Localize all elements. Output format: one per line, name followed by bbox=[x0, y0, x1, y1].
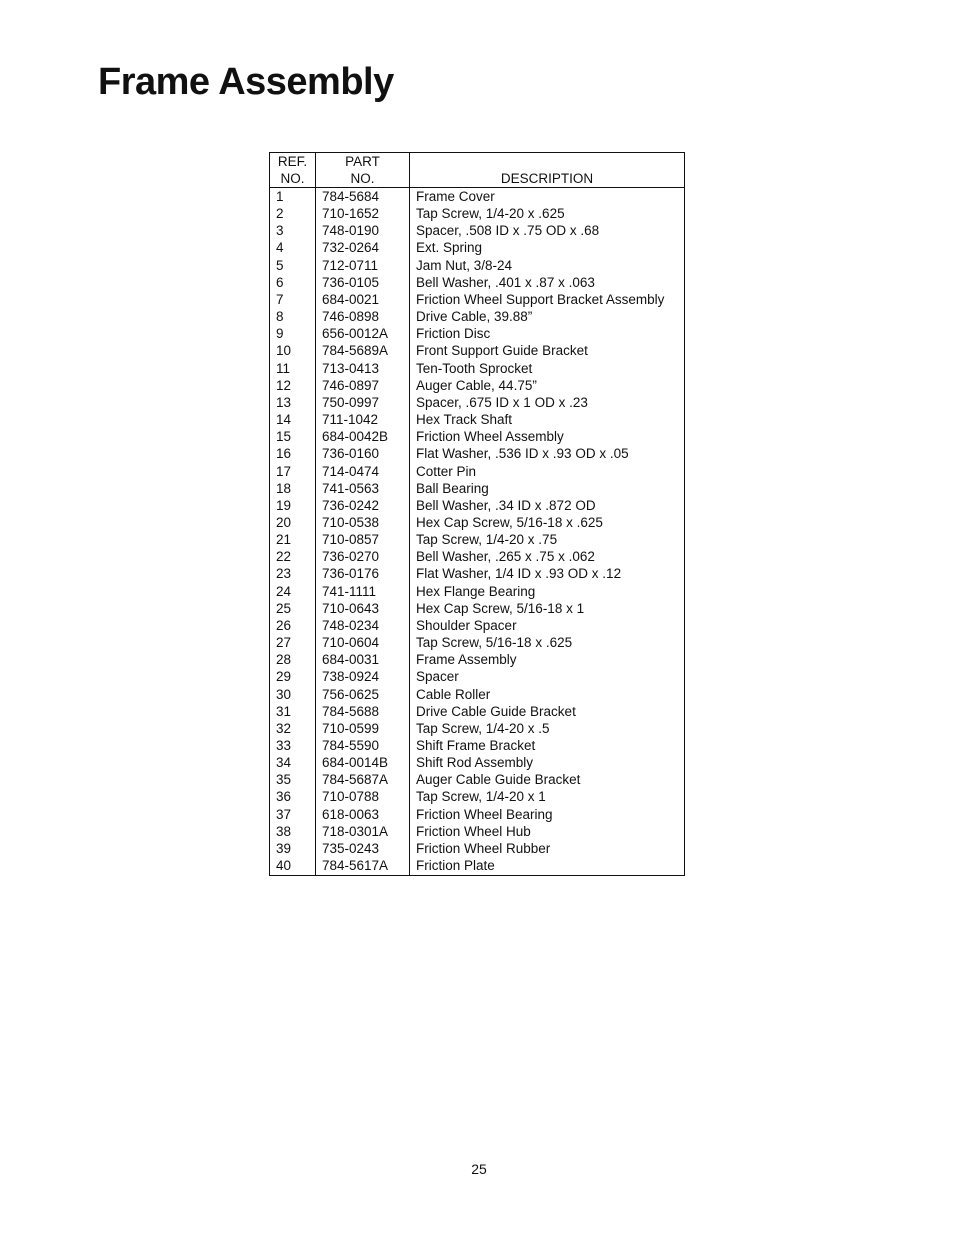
table-row bbox=[270, 514, 685, 531]
part-no-cell: 711-1042 bbox=[316, 411, 410, 428]
table-row bbox=[270, 360, 685, 377]
description-cell: Hex Track Shaft bbox=[410, 411, 685, 428]
ref-no-cell: 9 bbox=[276, 326, 284, 342]
ref-no-cell: 30 bbox=[276, 686, 292, 702]
ref-no-cell: 33 bbox=[276, 738, 292, 753]
part-no-cell: 656-0012A bbox=[316, 325, 410, 342]
ref-header-line2: NO. bbox=[280, 171, 305, 186]
description-cell: Shift Frame Bracket bbox=[410, 737, 685, 754]
ref-no-cell: 37 bbox=[276, 806, 292, 822]
table-row bbox=[270, 806, 685, 823]
table-row bbox=[270, 274, 685, 291]
table-row bbox=[270, 257, 685, 274]
part-no-cell: 746-0898 bbox=[316, 308, 410, 325]
table-row bbox=[270, 720, 685, 737]
ref-no-header bbox=[270, 153, 316, 188]
table-row bbox=[270, 565, 685, 582]
table-row bbox=[270, 480, 685, 497]
description-header-label: DESCRIPTION bbox=[500, 171, 594, 186]
part-no-cell: 713-0413 bbox=[316, 360, 410, 377]
description-header bbox=[410, 153, 685, 188]
part-no-cell: 684-0031 bbox=[316, 651, 410, 668]
description-cell: Front Support Guide Bracket bbox=[410, 342, 685, 359]
description-cell: Friction Disc bbox=[410, 325, 685, 342]
ref-no-cell: 21 bbox=[276, 532, 292, 548]
parts-table-body bbox=[270, 188, 685, 876]
table-row bbox=[270, 463, 685, 480]
ref-no-cell: 3 bbox=[276, 223, 284, 239]
part-header-line2: NO. bbox=[350, 171, 375, 186]
description-cell: Hex Cap Screw, 5/16-18 x .625 bbox=[410, 514, 685, 531]
table-row bbox=[270, 857, 685, 876]
table-row bbox=[270, 686, 685, 703]
part-no-cell: 712-0711 bbox=[316, 257, 410, 274]
ref-no-cell: 31 bbox=[276, 703, 292, 719]
description-cell: Friction Wheel Support Bracket Assembly bbox=[410, 291, 685, 308]
description-cell: Tap Screw, 1/4-20 x .625 bbox=[410, 205, 685, 222]
ref-no-cell: 22 bbox=[276, 549, 292, 565]
ref-no-cell: 8 bbox=[276, 309, 284, 325]
part-no-cell: 784-5590 bbox=[316, 737, 410, 754]
table-row bbox=[270, 737, 685, 754]
part-no-cell: 784-5684 bbox=[316, 188, 410, 206]
ref-no-cell: 7 bbox=[276, 291, 284, 307]
description-cell: Drive Cable Guide Bracket bbox=[410, 703, 685, 720]
description-cell: Tap Screw, 1/4-20 x .5 bbox=[410, 720, 685, 737]
ref-no-cell: 26 bbox=[276, 617, 292, 633]
ref-no-cell: 39 bbox=[276, 840, 292, 856]
ref-no-cell: 32 bbox=[276, 720, 292, 736]
part-no-cell: 784-5689A bbox=[316, 342, 410, 359]
table-header-row bbox=[270, 153, 685, 188]
table-row bbox=[270, 754, 685, 771]
ref-no-cell: 38 bbox=[276, 823, 292, 839]
part-no-cell: 741-0563 bbox=[316, 480, 410, 497]
description-cell: Friction Wheel Rubber bbox=[410, 840, 685, 857]
table-row bbox=[270, 548, 685, 565]
description-cell: Bell Washer, .265 x .75 x .062 bbox=[410, 548, 685, 565]
ref-no-cell: 18 bbox=[276, 480, 292, 496]
description-cell: Flat Washer, 1/4 ID x .93 OD x .12 bbox=[410, 565, 685, 582]
part-no-cell: 738-0924 bbox=[316, 668, 410, 685]
part-no-cell: 714-0474 bbox=[316, 463, 410, 480]
description-cell: Jam Nut, 3/8-24 bbox=[410, 257, 685, 274]
description-cell: Cable Roller bbox=[410, 686, 685, 703]
table-row bbox=[270, 188, 685, 206]
table-row bbox=[270, 239, 685, 256]
table-row bbox=[270, 428, 685, 445]
part-no-cell: 736-0242 bbox=[316, 497, 410, 514]
ref-no-cell: 6 bbox=[276, 274, 284, 290]
table-row bbox=[270, 325, 685, 342]
description-cell: Spacer bbox=[410, 668, 685, 685]
part-no-cell: 710-1652 bbox=[316, 205, 410, 222]
description-cell: Hex Cap Screw, 5/16-18 x 1 bbox=[410, 600, 685, 617]
ref-no-cell: 23 bbox=[276, 566, 292, 582]
description-cell: Auger Cable, 44.75” bbox=[410, 377, 685, 394]
table-row bbox=[270, 634, 685, 651]
description-cell: Auger Cable Guide Bracket bbox=[410, 771, 685, 788]
ref-no-cell: 14 bbox=[276, 412, 292, 428]
description-cell: Friction Wheel Bearing bbox=[410, 806, 685, 823]
ref-no-cell: 5 bbox=[276, 257, 284, 273]
description-cell: Bell Washer, .401 x .87 x .063 bbox=[410, 274, 685, 291]
part-no-cell: 710-0599 bbox=[316, 720, 410, 737]
table-row bbox=[270, 788, 685, 805]
description-cell: Friction Wheel Assembly bbox=[410, 428, 685, 445]
ref-no-cell: 16 bbox=[276, 446, 292, 462]
table-row bbox=[270, 617, 685, 634]
table-row bbox=[270, 583, 685, 600]
description-cell: Ext. Spring bbox=[410, 239, 685, 256]
table-row bbox=[270, 445, 685, 462]
table-row bbox=[270, 342, 685, 359]
part-no-cell: 736-0160 bbox=[316, 445, 410, 462]
ref-no-cell: 24 bbox=[276, 583, 292, 599]
table-row bbox=[270, 651, 685, 668]
table-row bbox=[270, 497, 685, 514]
part-no-cell: 710-0857 bbox=[316, 531, 410, 548]
page-number: 25 bbox=[471, 1161, 487, 1177]
table-row bbox=[270, 600, 685, 617]
ref-no-cell: 19 bbox=[276, 497, 292, 513]
part-no-cell: 784-5688 bbox=[316, 703, 410, 720]
ref-no-cell: 13 bbox=[276, 394, 292, 410]
table-row bbox=[270, 840, 685, 857]
page-title: Frame Assembly bbox=[98, 61, 394, 103]
table-row bbox=[270, 823, 685, 840]
description-cell: Bell Washer, .34 ID x .872 OD bbox=[410, 497, 685, 514]
description-cell: Ball Bearing bbox=[410, 480, 685, 497]
ref-no-cell: 25 bbox=[276, 600, 292, 616]
table-row bbox=[270, 377, 685, 394]
ref-no-cell: 2 bbox=[276, 206, 284, 222]
ref-no-cell: 10 bbox=[276, 343, 292, 359]
table-row bbox=[270, 703, 685, 720]
description-cell: Ten-Tooth Sprocket bbox=[410, 360, 685, 377]
ref-no-cell: 20 bbox=[276, 514, 292, 530]
part-no-cell: 736-0270 bbox=[316, 548, 410, 565]
part-no-cell: 735-0243 bbox=[316, 840, 410, 857]
description-cell: Hex Flange Bearing bbox=[410, 583, 685, 600]
ref-no-cell: 12 bbox=[276, 377, 292, 393]
table-row bbox=[270, 205, 685, 222]
table-row bbox=[270, 222, 685, 239]
part-no-cell: 748-0234 bbox=[316, 617, 410, 634]
description-cell: Friction Wheel Hub bbox=[410, 823, 685, 840]
part-no-cell: 784-5687A bbox=[316, 771, 410, 788]
ref-no-cell: 11 bbox=[276, 360, 291, 376]
description-cell: Flat Washer, .536 ID x .93 OD x .05 bbox=[410, 445, 685, 462]
table-row bbox=[270, 394, 685, 411]
table-row bbox=[270, 531, 685, 548]
table-row bbox=[270, 291, 685, 308]
description-cell: Spacer, .675 ID x 1 OD x .23 bbox=[410, 394, 685, 411]
part-no-cell: 736-0105 bbox=[316, 274, 410, 291]
ref-no-cell: 29 bbox=[276, 669, 292, 685]
ref-no-cell: 15 bbox=[276, 429, 292, 445]
part-no-cell: 736-0176 bbox=[316, 565, 410, 582]
description-cell: Tap Screw, 5/16-18 x .625 bbox=[410, 634, 685, 651]
description-cell: Tap Screw, 1/4-20 x .75 bbox=[410, 531, 685, 548]
part-no-cell: 750-0997 bbox=[316, 394, 410, 411]
ref-no-cell: 4 bbox=[276, 240, 284, 256]
ref-no-cell: 1 bbox=[276, 189, 284, 204]
ref-no-cell: 36 bbox=[276, 789, 292, 805]
description-cell: Frame Cover bbox=[410, 188, 685, 206]
part-no-cell: 710-0788 bbox=[316, 788, 410, 805]
part-no-cell: 684-0021 bbox=[316, 291, 410, 308]
ref-no-cell: 28 bbox=[276, 652, 292, 668]
part-no-cell: 710-0643 bbox=[316, 600, 410, 617]
part-header-line1: PART bbox=[345, 154, 380, 169]
ref-no-cell: 35 bbox=[276, 772, 292, 788]
part-no-cell: 784-5617A bbox=[316, 857, 410, 876]
part-no-cell: 756-0625 bbox=[316, 686, 410, 703]
part-no-cell: 748-0190 bbox=[316, 222, 410, 239]
table-row bbox=[270, 668, 685, 685]
table-row bbox=[270, 771, 685, 788]
ref-header-line1: REF. bbox=[277, 154, 308, 169]
part-no-cell: 710-0538 bbox=[316, 514, 410, 531]
table-row bbox=[270, 411, 685, 428]
ref-no-cell: 17 bbox=[276, 463, 292, 479]
description-cell: Spacer, .508 ID x .75 OD x .68 bbox=[410, 222, 685, 239]
description-cell: Tap Screw, 1/4-20 x 1 bbox=[410, 788, 685, 805]
part-no-cell: 684-0042B bbox=[316, 428, 410, 445]
description-cell: Friction Plate bbox=[410, 857, 685, 876]
table-row bbox=[270, 308, 685, 325]
ref-no-cell: 27 bbox=[276, 635, 292, 651]
description-cell: Shoulder Spacer bbox=[410, 617, 685, 634]
part-no-cell: 684-0014B bbox=[316, 754, 410, 771]
parts-table bbox=[269, 152, 685, 876]
part-no-header bbox=[316, 153, 410, 188]
part-no-cell: 710-0604 bbox=[316, 634, 410, 651]
part-no-cell: 746-0897 bbox=[316, 377, 410, 394]
description-cell: Frame Assembly bbox=[410, 651, 685, 668]
description-cell: Drive Cable, 39.88” bbox=[410, 308, 685, 325]
description-cell: Shift Rod Assembly bbox=[410, 754, 685, 771]
part-no-cell: 718-0301A bbox=[316, 823, 410, 840]
part-no-cell: 732-0264 bbox=[316, 239, 410, 256]
ref-no-cell: 34 bbox=[276, 755, 292, 771]
ref-no-cell: 40 bbox=[276, 858, 292, 874]
description-cell: Cotter Pin bbox=[410, 463, 685, 480]
part-no-cell: 741-1111 bbox=[316, 583, 410, 600]
part-no-cell: 618-0063 bbox=[316, 806, 410, 823]
